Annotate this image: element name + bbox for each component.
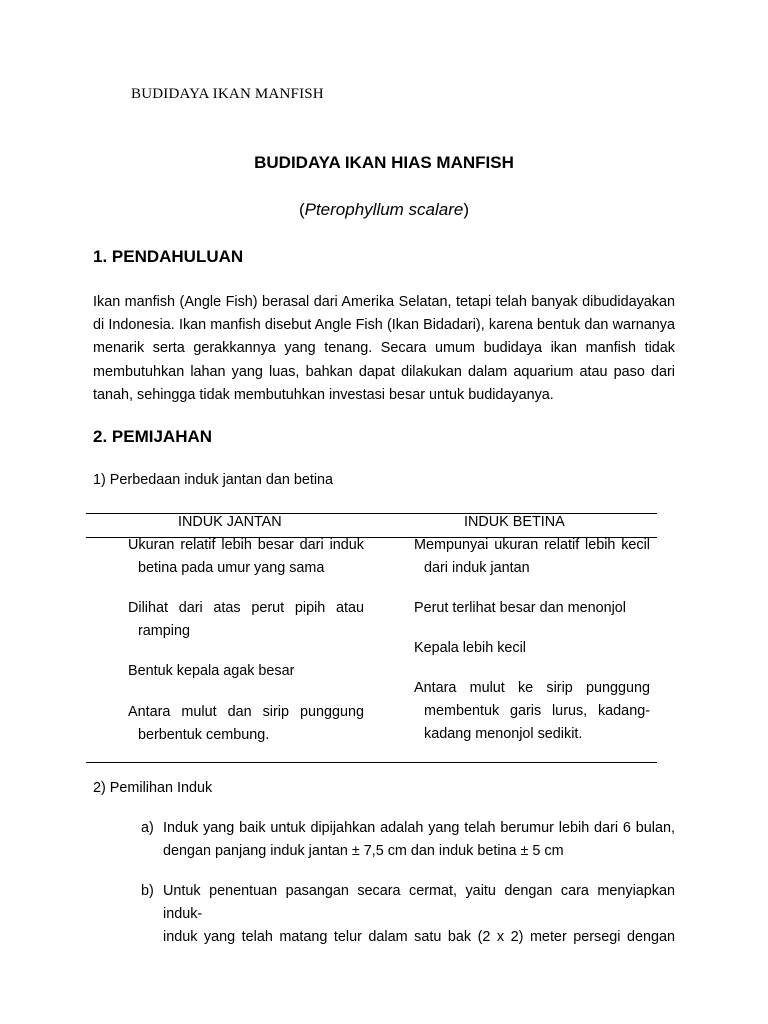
intro-line: menarik serta gerakkannya yang tenang. Secara umum budidaya ikan manfish tidak [93,340,675,357]
section-heading-pendahuluan: 1. PENDAHULUAN [93,247,244,266]
cell-line: Ukuran relatif lebih besar dari induk [128,537,364,553]
table-cell-betina [414,637,650,660]
list-item [163,880,675,950]
intro-line: Ikan manfish (Angle Fish) berasal dari Amerika Selatan, tetapi telah banyak dibudidayakan [93,294,675,310]
table-cell-betina [414,597,650,620]
cell-line: Bentuk kepala agak besar [128,663,295,679]
subsection-perbedaan: 1) Perbedaan induk jantan dan betina [93,472,334,488]
table-cell-jantan [128,701,364,747]
cell-line: ramping [138,623,190,640]
intro-paragraph [93,291,675,407]
latin-name: Pterophyllum scalare [304,200,464,219]
intro-line: tanah, sehingga tidak membutuhkan investasi besar untuk budidayanya. [93,386,554,403]
cell-line: Perut terlihat besar dan menonjol [414,600,626,616]
item-line: Untuk penentuan pasangan secara cermat, yaitu dengan cara menyiapkan induk- [163,883,675,923]
table-bottom-rule [86,762,657,763]
table-cell-betina [414,534,650,580]
cell-line: membentuk garis lurus, kadang- [424,703,650,720]
cell-line: Dilihat dari atas perut pipih atau [128,600,364,616]
cell-line: Antara mulut ke sirip punggung [414,680,650,696]
cell-line: betina pada umur yang sama [138,560,325,577]
list-item-cont [163,840,675,863]
item-line: Induk yang baik untuk dipijahkan adalah yang telah berumur lebih dari 6 bulan, [163,820,675,836]
subtitle-open-paren: ( [298,200,305,219]
running-header: BUDIDAYA IKAN MANFISH [131,86,324,102]
table-header-jantan: INDUK JANTAN [178,514,282,530]
table-top-rule [86,513,657,514]
intro-line: membutuhkan lahan yang luas, bahkan dapat dilakukan dalam aquarium atau paso dari [93,363,675,380]
table-cell-betina [414,677,650,747]
subsection-pemilihan-induk: 2) Pemilihan Induk [93,780,213,796]
intro-line: di Indonesia. Ikan manfish disebut Angle Fish (Ikan Bidadari), karena bentuk dan warnanya [93,317,675,334]
document-subtitle [0,200,768,220]
item-line: induk yang telah matang telur dalam satu bak (2 x 2) meter persegi dengan [163,929,675,946]
item-label: b) [141,883,154,899]
document-title: BUDIDAYA IKAN HIAS MANFISH [254,153,514,172]
cell-line: kadang menonjol sedikit. [424,726,583,743]
cell-line: dari induk jantan [424,560,530,577]
table-cell-jantan [128,597,364,643]
subtitle-close-paren: ) [463,200,470,219]
table-cell-jantan [128,660,364,683]
cell-line: Kepala lebih kecil [414,640,526,656]
cell-line: Antara mulut dan sirip punggung [128,704,364,720]
list-item [143,817,675,840]
cell-line: Mempunyai ukuran relatif lebih kecil [414,537,650,553]
cell-line: berbentuk cembung. [138,727,270,744]
item-label: a) [141,820,154,836]
section-heading-pemijahan: 2. PEMIJAHAN [93,427,213,446]
table-header-betina: INDUK BETINA [464,514,565,530]
item-line: dengan panjang induk jantan ± 7,5 cm dan induk betina ± 5 cm [163,843,564,859]
table-cell-jantan [128,534,364,580]
